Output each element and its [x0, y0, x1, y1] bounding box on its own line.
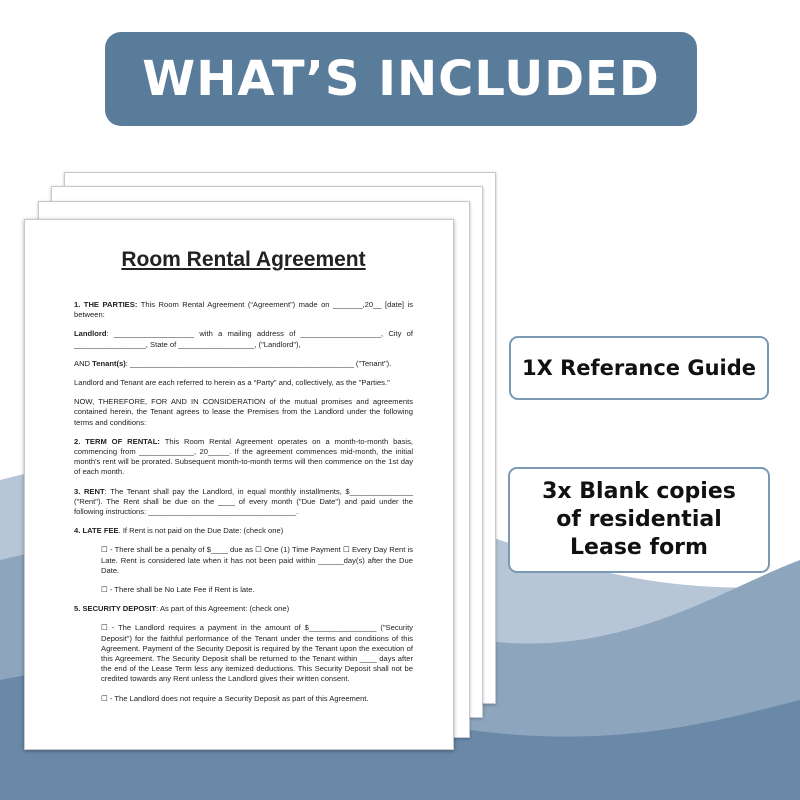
section-heading: 3. RENT: [74, 486, 105, 496]
reference-guide-label: 1X Referance Guide: [521, 356, 757, 380]
section-late-fee: [74, 526, 413, 536]
late-fee-option-none: ☐ - There shall be No Late Fee if Rent is late.: [101, 585, 255, 595]
banner-title: WHAT’S INCLUDED: [142, 51, 660, 107]
section-text: This Room Rental Agreement (“Agreement”) made on _______,20__ [date] is between:: [74, 300, 413, 320]
section-security-deposit: [74, 604, 413, 614]
section-rent: [74, 487, 413, 518]
parties-definition: Landlord and Tenant are each referred to herein as a “Party” and, collectively, as the "Parties.": [74, 378, 390, 388]
rental-agreement-document: [24, 219, 454, 750]
header-banner: [105, 32, 697, 126]
deposit-option-none: ☐ - The Landlord does not require a Security Deposit as part of this Agreement.: [101, 693, 369, 703]
section-text: : The Tenant shall pay the Landlord, in equal monthly installments, $_______________ ("Rent"). The Rent shall be due on the ____ of every month ("Due Date") and paid under the following instructions: ___________________________________.: [74, 486, 413, 517]
consideration-clause: NOW, THEREFORE, FOR AND IN CONSIDERATION of the mutual promises and agreements contained herein, the Tenant agrees to lease the Premises from the Landlord under the following terms and conditions:: [74, 397, 413, 427]
section-heading: 4. LATE FEE: [74, 526, 119, 536]
section-text: . If Rent is not paid on the Due Date: (check one): [118, 526, 284, 536]
deposit-option-required: ☐ - The Landlord requires a payment in the amount of $________________ ("Security Deposit") for the faithful performance of the Tenant under the terms and conditions of this Agreement. Payment of the Security Deposit is required by the Tenant upon the execution of this Agreement. The Security Deposit shall be returned to the Tenant within ____ days after the end of the Lease Term less any itemized deductions. This Security Deposit shall not be credited towards any Rent unless the Landlord gives their written consent.: [101, 623, 413, 684]
and-text: AND: [74, 358, 93, 368]
late-fee-option-penalty: ☐ - There shall be a penalty of $____ due as ☐ One (1) Time Payment ☐ Every Day Rent is Late. Rent is considered late when it has not been paid within ______day(s) after the Due Date.: [101, 545, 413, 575]
document-title: Room Rental Agreement: [121, 248, 366, 271]
landlord-line: [74, 329, 413, 349]
section-text: : As part of this Agreement: (check one): [156, 604, 290, 614]
section-term: [74, 437, 413, 478]
section-text: This Room Rental Agreement operates on a month-to-month basis, commencing from _____________, 20_____. If the agreement commences mid-month, the initial month's rent will be prorated. Subsequent month-to-month terms will then commence on the 1st day of each month.: [74, 436, 414, 477]
tenant-line: [74, 359, 413, 369]
blank-copies-label: 3x Blank copies of residential Lease form: [542, 479, 736, 560]
landlord-heading: Landlord: [74, 329, 107, 339]
section-parties: [74, 300, 413, 320]
section-heading: 1. THE PARTIES:: [74, 300, 138, 309]
section-heading: 5. SECURITY DEPOSIT: [74, 604, 157, 614]
section-heading: 2. TERM OF RENTAL:: [74, 436, 160, 446]
landlord-text: : ___________________ with a mailing address of ___________________, City of _________________, State of __________________, ("Landlord"),: [74, 329, 413, 349]
reference-guide-callout: [509, 336, 769, 400]
tenant-text: : _____________________________________________________ ("Tenant").: [125, 358, 392, 368]
blank-copies-callout: [508, 467, 770, 573]
tenant-heading: Tenant(s): [92, 358, 126, 368]
